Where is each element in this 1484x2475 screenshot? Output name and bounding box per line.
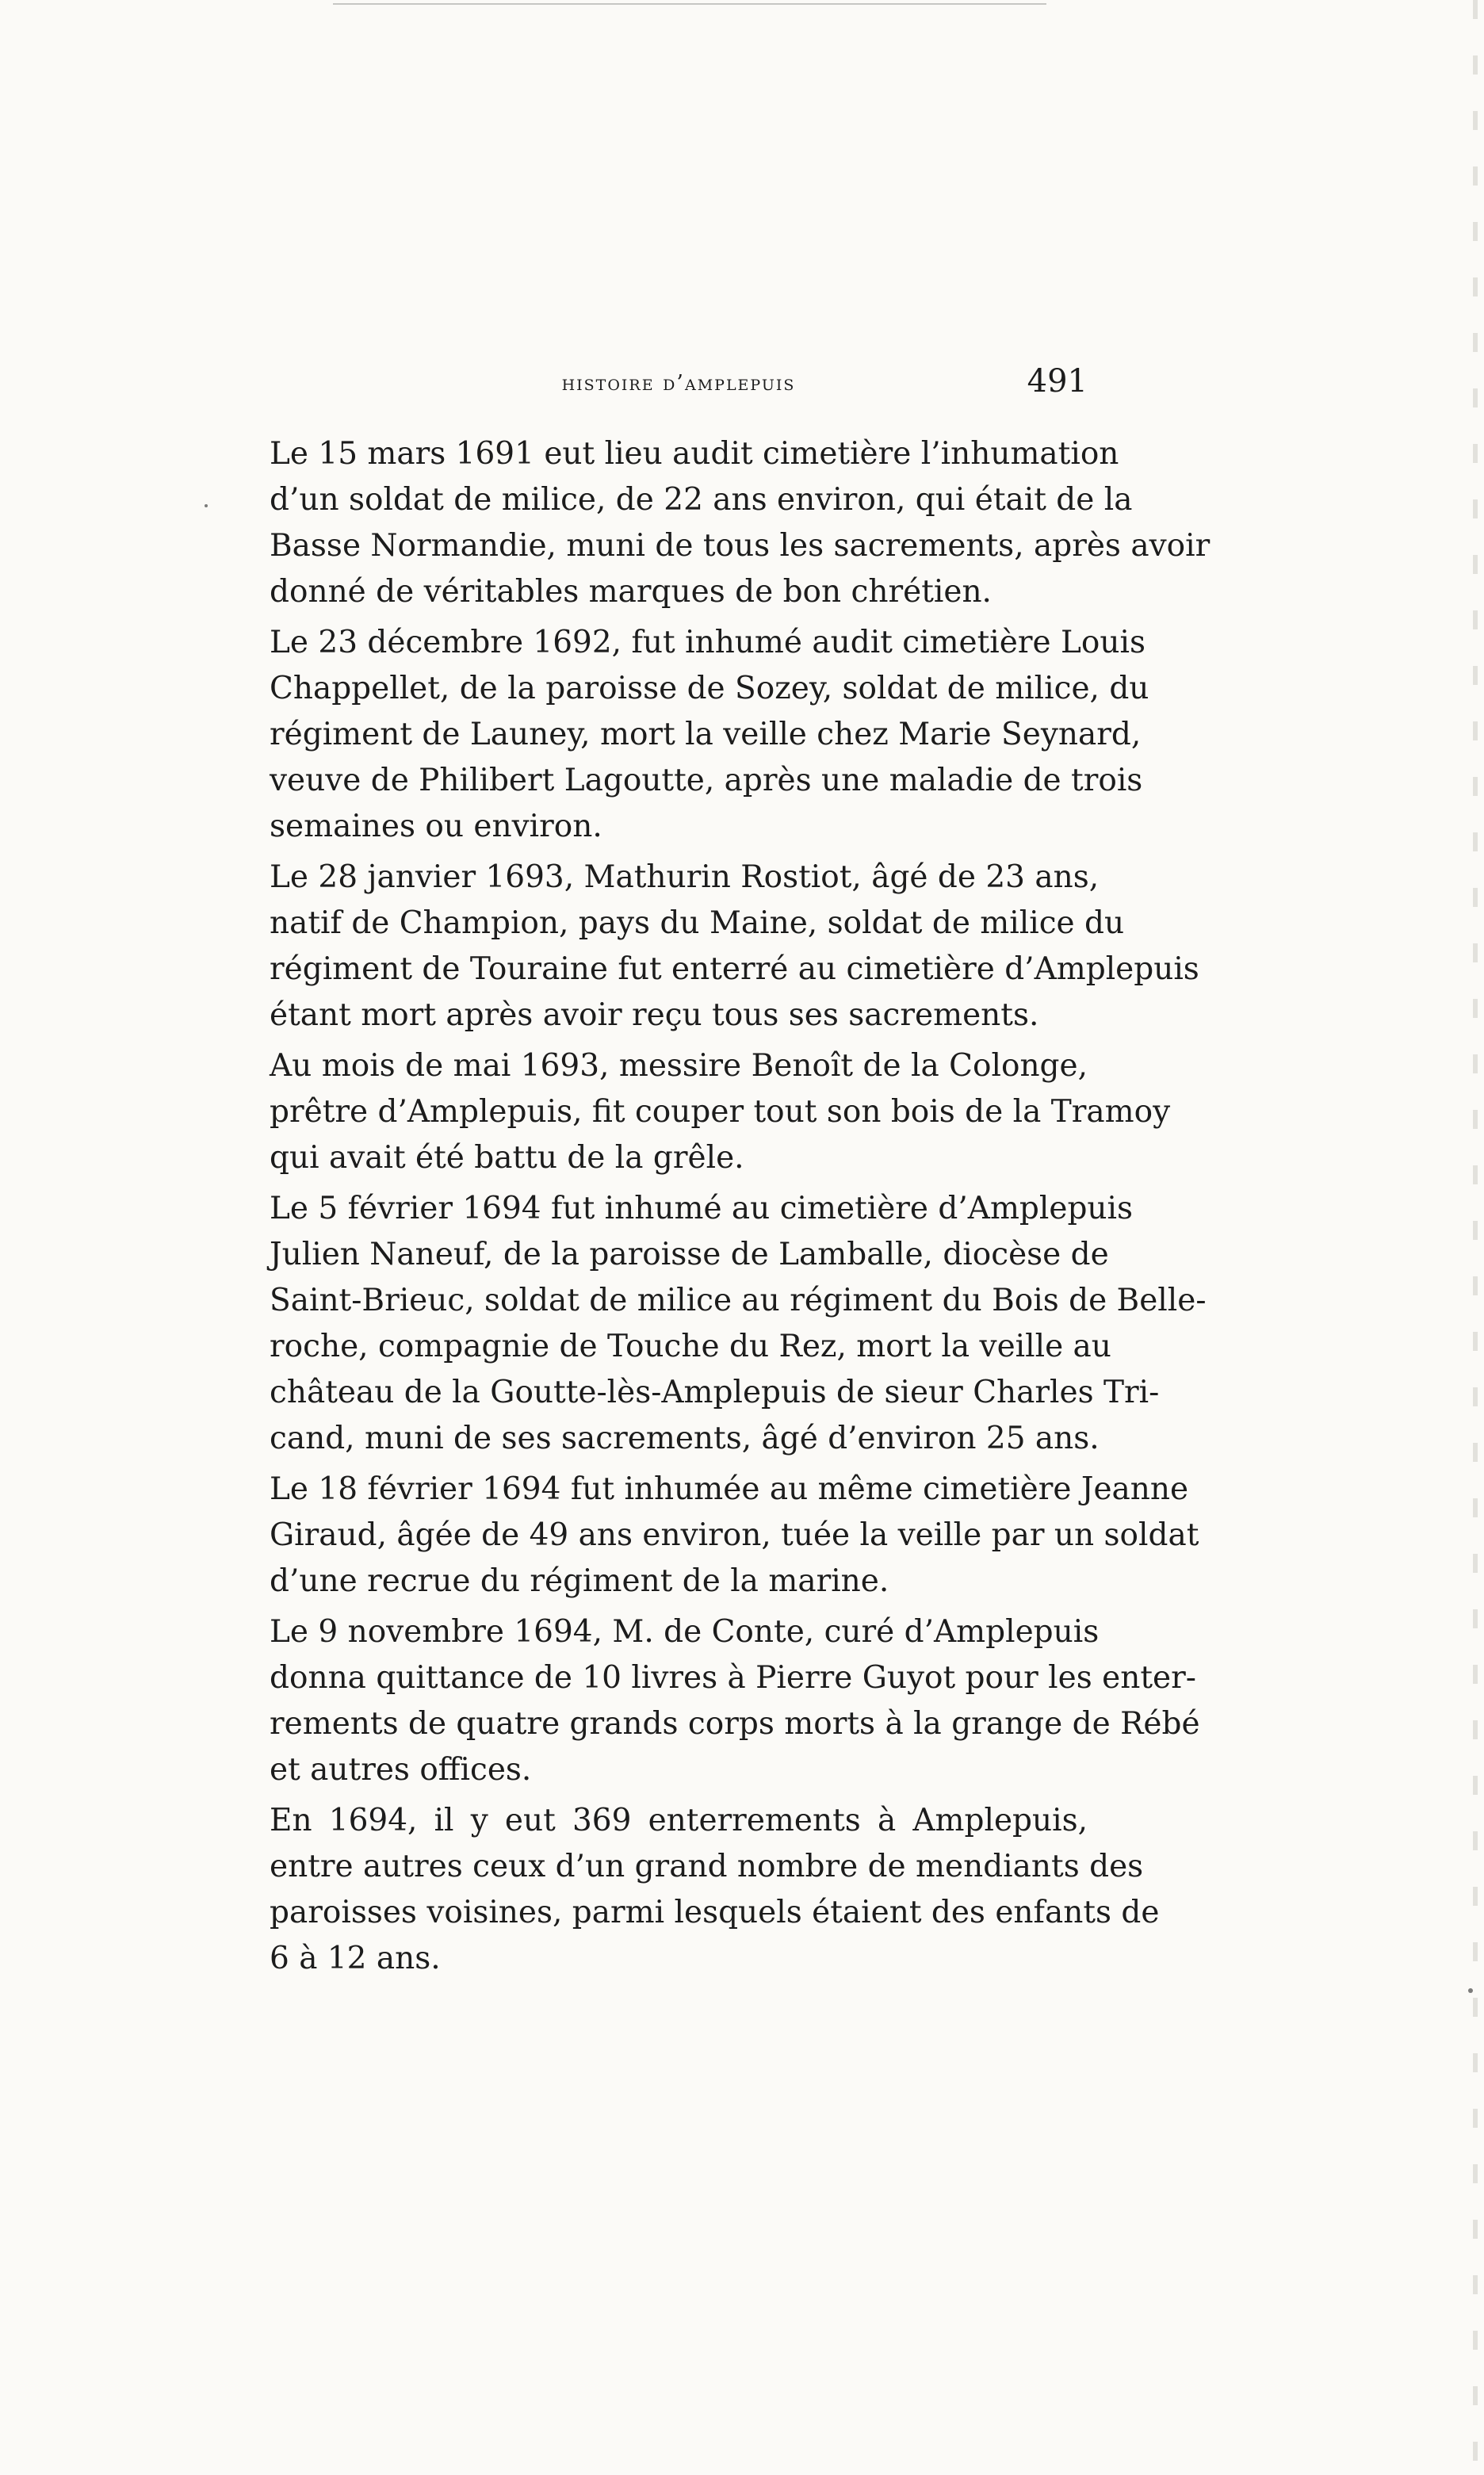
text-line: Giraud, âgée de 49 ans environ, tuée la veille par un soldat bbox=[270, 1517, 1199, 1553]
text-line: Le 28 janvier 1693, Mathurin Rostiot, âgé de 23 ans, bbox=[270, 859, 1100, 895]
text-line: d’une recrue du régiment de la marine. bbox=[270, 1563, 889, 1599]
text-line: En 1694, il y eut 369 enterrements à Amplepuis, bbox=[270, 1803, 1088, 1838]
text-line: veuve de Philibert Lagoutte, après une maladie de trois bbox=[270, 763, 1143, 798]
paragraph bbox=[270, 431, 1211, 615]
scan-speck bbox=[1468, 1988, 1473, 1993]
text-line: étant mort après avoir reçu tous ses sacrements. bbox=[270, 997, 1039, 1033]
scan-top-rule bbox=[333, 3, 1046, 5]
text-line: Le 5 février 1694 fut inhumé au cimetière d’Amplepuis bbox=[270, 1191, 1134, 1226]
text-line: château de la Goutte-lès-Amplepuis de sieur Charles Tri- bbox=[270, 1375, 1160, 1410]
page-number: 491 bbox=[1027, 363, 1088, 400]
text-line: Au mois de mai 1693, messire Benoît de la Colonge, bbox=[270, 1048, 1088, 1084]
text-line: 6 à 12 ans. bbox=[270, 1941, 441, 1976]
text-line: Basse Normandie, muni de tous les sacrements, après avoir bbox=[270, 528, 1211, 564]
text-line: Saint-Brieuc, soldat de milice au régiment du Bois de Belle- bbox=[270, 1283, 1207, 1318]
text-line: et autres offices. bbox=[270, 1752, 532, 1788]
paragraph bbox=[270, 1043, 1171, 1181]
text-line: prêtre d’Amplepuis, fit couper tout son bois de la Tramoy bbox=[270, 1094, 1171, 1130]
text-line: paroisses voisines, parmi lesquels étaient des enfants de bbox=[270, 1895, 1160, 1930]
text-line: cand, muni de ses sacrements, âgé d’environ 25 ans. bbox=[270, 1421, 1100, 1456]
running-head bbox=[270, 363, 1088, 411]
text-line: natif de Champion, pays du Maine, soldat de milice du bbox=[270, 905, 1125, 941]
text-line: régiment de Touraine fut enterré au cimetière d’Amplepuis bbox=[270, 951, 1199, 987]
text-line: entre autres ceux d’un grand nombre de mendiants des bbox=[270, 1849, 1144, 1884]
paragraph bbox=[270, 620, 1149, 850]
paragraph bbox=[270, 1798, 1160, 1982]
text-line: qui avait été battu de la grêle. bbox=[270, 1140, 744, 1176]
text-line: Le 23 décembre 1692, fut inhumé audit cimetière Louis bbox=[270, 625, 1146, 660]
paragraph bbox=[270, 1467, 1199, 1605]
text-line: Le 15 mars 1691 eut lieu audit cimetière l’inhumation bbox=[270, 436, 1119, 472]
text-line: Le 18 février 1694 fut inhumée au même cimetière Jeanne bbox=[270, 1471, 1189, 1507]
running-title: histoire d’amplepuis bbox=[561, 371, 796, 396]
text-line: roche, compagnie de Touche du Rez, mort la veille au bbox=[270, 1329, 1111, 1364]
paragraph bbox=[270, 1186, 1207, 1462]
paragraph bbox=[270, 855, 1199, 1039]
text-line: semaines ou environ. bbox=[270, 809, 602, 844]
text-line: rements de quatre grands corps morts à la grange de Rébé bbox=[270, 1706, 1200, 1742]
body-text bbox=[270, 431, 1211, 1987]
text-line: donné de véritables marques de bon chrétien. bbox=[270, 574, 992, 610]
text-line: Le 9 novembre 1694, M. de Conte, curé d’Amplepuis bbox=[270, 1614, 1100, 1650]
scan-speck bbox=[205, 504, 208, 507]
text-line: Chappellet, de la paroisse de Sozey, soldat de milice, du bbox=[270, 671, 1149, 706]
text-line: Julien Naneuf, de la paroisse de Lamballe, diocèse de bbox=[270, 1237, 1109, 1272]
scan-page-edge bbox=[1473, 0, 1478, 2475]
text-line: d’un soldat de milice, de 22 ans environ, qui était de la bbox=[270, 482, 1133, 518]
text-line: donna quittance de 10 livres à Pierre Guyot pour les enter- bbox=[270, 1660, 1196, 1696]
paragraph bbox=[270, 1609, 1200, 1793]
text-line: régiment de Launey, mort la veille chez Marie Seynard, bbox=[270, 717, 1142, 752]
